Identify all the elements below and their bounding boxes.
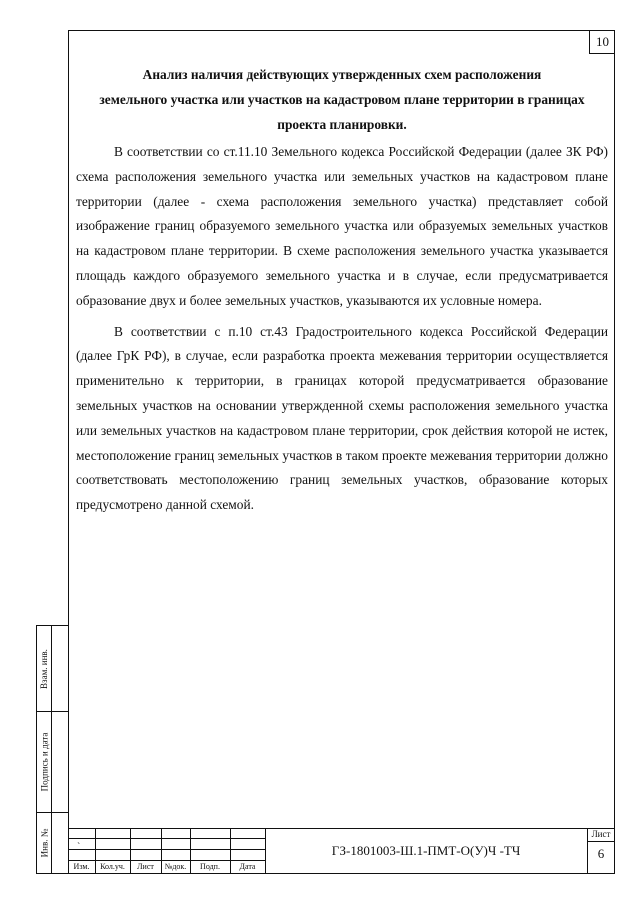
title-block [68, 828, 615, 874]
sheet-number: 6 [597, 846, 605, 861]
paragraph-1: В соответствии со ст.11.10 Земельного кодекса Российской Федерации (далее ЗК РФ) схема расположения земельного участка или земельных участков на кадастровом плане территории (далее - схема расположения земельного участка) представляет собой изображение границ образуемого земельного участка или образуемых земельных участков на кадастровом плане территории. В схеме расположения земельного участка указывается площадь каждого образуемого земельного участка и в случае, если предусматривается образование двух и более земельных участков, указываются их условные номера. [76, 144, 608, 308]
document-code: ГЗ-1801003-Ш.1-ПМТ-О(У)Ч -ТЧ [331, 843, 521, 858]
col-header-kol-uch: Кол.уч. [100, 862, 125, 871]
side-label-signature-date: Подпись и дата [39, 732, 49, 791]
heading-line-1: Анализ наличия действующих утвержденных схем расположения [142, 67, 542, 82]
side-stamp [36, 625, 68, 874]
title-block-row-rule [68, 849, 265, 850]
heading-line-2: земельного участка или участков на кадастровом плане территории в границах [99, 92, 585, 107]
sheet-divider [587, 841, 615, 842]
side-label-inv-no: Инв. № [39, 828, 49, 858]
paragraph-2: В соответствии с п.10 ст.43 Градостроительного кодекса Российской Федерации (далее ГрК РФ), в случае, если разработка проекта межевания территории осуществляется применительно к территории, в границах которой предусматривается образование земельных участков на основании утвержденной схемы расположения земельного участка или земельных участков на кадастровом плане территории, срок действия которой не истек, местоположение границ земельных участков в таком проекте межевания территории должно соответствовать местоположению границ земельных участков, образование которых предусмотрено данной схемой. [76, 323, 608, 513]
col-header-ndok: №док. [164, 862, 187, 871]
col-header-list: Лист [137, 862, 154, 871]
side-label-replace-inv: Взам. инв. [39, 648, 50, 689]
sheet-label: Лист [591, 829, 611, 839]
top-page-number: 10 [589, 30, 615, 54]
title-block-row-rule [68, 838, 265, 839]
col-header-data: Дата [239, 862, 256, 871]
document-body [76, 62, 608, 518]
heading-line-3: проекта планировки. [277, 117, 407, 132]
side-stamp-divider [51, 626, 52, 873]
col-header-podp: Подп. [200, 862, 220, 871]
col-header-izm: Изм. [73, 862, 90, 871]
tick-mark: ˋ [77, 842, 81, 853]
